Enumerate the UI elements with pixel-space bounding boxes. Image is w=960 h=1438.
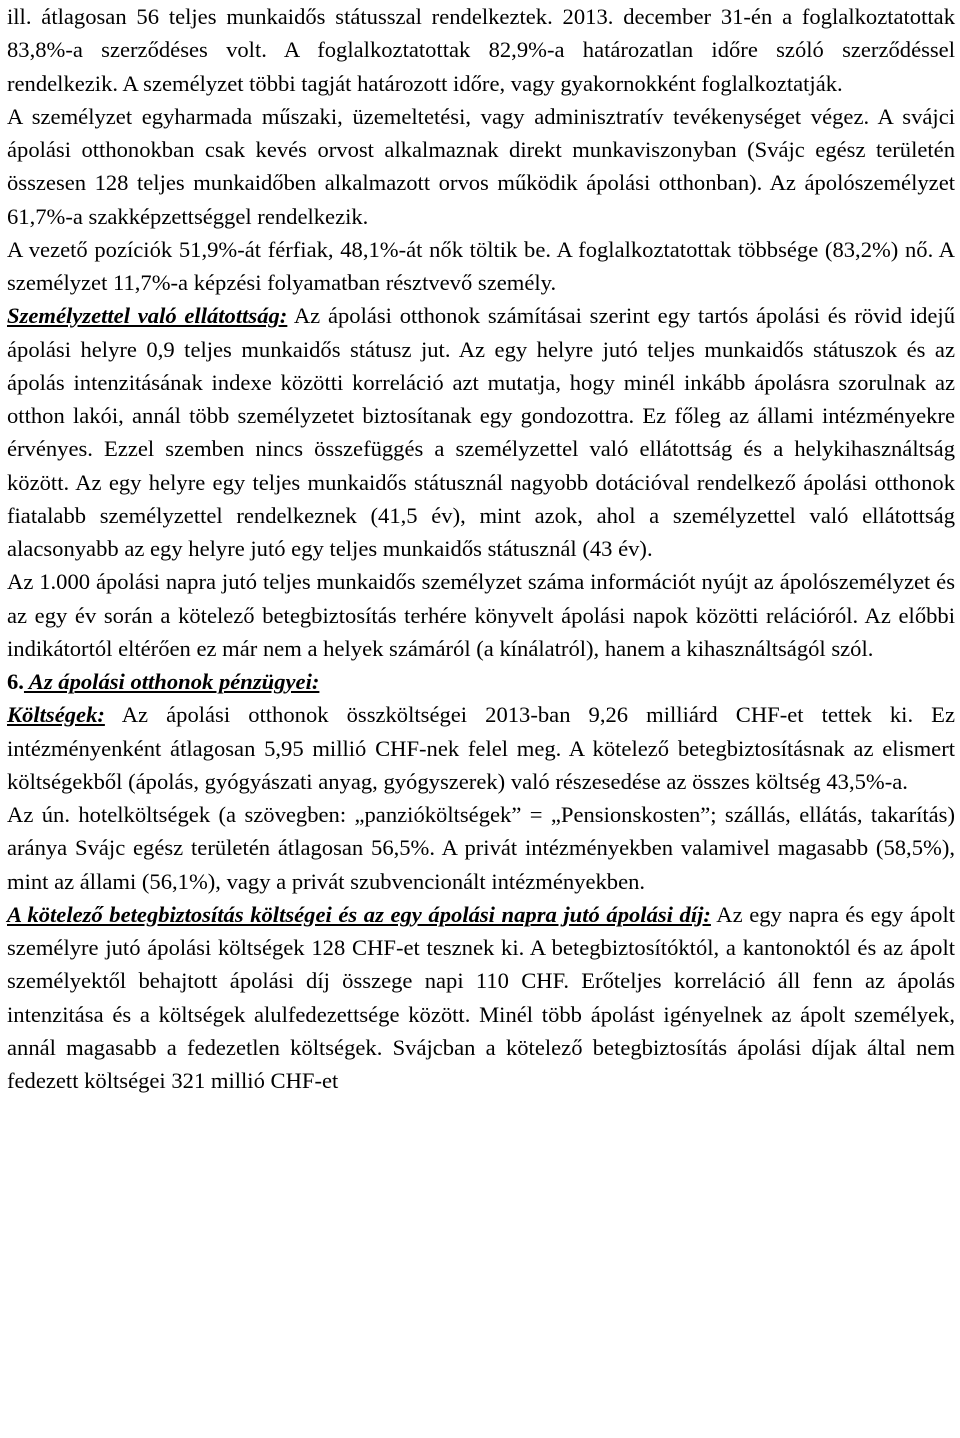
section-heading-costs: Költségek: [7, 702, 105, 728]
section-heading-finances: Az ápolási otthonok pénzügyei: [23, 669, 320, 694]
paragraph-text: Az ápolási otthonok számításai szerint egy tartós ápolási és rövid idejű ápolási helyre 0,9 teljes munkaidős státusz jut. Az egy helyre jutó teljes munkaidős státuszok és az ápolás intenzitásának indexe közötti korreláció azt mutatja, hogy minél inkább ápolásra szorulnak az otthon lakói, annál több személyzetet biztosítanak egy gondozottra. Ez főleg az állami intézményekre érvényes. Ezzel szemben nincs összefüggés a személyzettel való ellátottság és a helykihasználtság között. Az egy helyre egy teljes munkaidős státusznál nagyobb dotációval rendelkező ápolási otthonok fiatalabb személyzettel rendelkeznek (41,5 év), mint azok, ahol a személyzettel való ellátottság alacsonyabb az egy helyre jutó egy teljes munkaidős státusznál (43 év). [7, 303, 955, 561]
paragraph-staffing-level [7, 299, 955, 565]
paragraph-leadership-gender [7, 233, 955, 300]
paragraph-staff-contracts [7, 0, 955, 100]
paragraph-insurance-costs [7, 898, 955, 1098]
section-heading-staffing: Személyzettel való ellátottság: [7, 303, 288, 329]
paragraph-hotel-costs [7, 798, 955, 898]
paragraph-text: Az 1.000 ápolási napra jutó teljes munkaidős személyzet száma információt nyújt az ápolószemélyzet és az egy év során a kötelező betegbiztosítás terhére könyvelt ápolási napok közötti relációról. Az előbbi indikátortól eltérően ez már nem a helyek számáról (a kínálatról), hanem a kihasználtságól szól. [7, 569, 955, 661]
section-heading-insurance: A kötelező betegbiztosítás költségei és az egy ápolási napra jutó ápolási díj: [7, 901, 711, 927]
paragraph-text: Az ápolási otthonok összköltségei 2013-ban 9,26 milliárd CHF-et tettek ki. Ez intézményenként átlagosan 5,95 millió CHF-nek felel meg. A kötelező betegbiztosításnak az elismert költségekből (ápolás, gyógyászati anyag, gyógyszerek) való részesedése az összes költség 43,5%-a. [7, 702, 955, 794]
paragraph-text: Az egy napra és egy ápolt személyre jutó ápolási költségek 128 CHF-et tesznek ki. A betegbiztosítóktól, a kantonoktól és az ápolt személyektől behajtott ápolási díj összege napi 110 CHF. Erőteljes korreláció áll fenn az ápolás intenzitása és a költségek alulfedezettsége között. Minél több ápolást igényelnek az ápolt személyek, annál magasabb a fedezetlen költségek. Svájcban a kötelező betegbiztosítás ápolási díjak által nem fedezett költségei 321 millió CHF-et [7, 901, 956, 1093]
paragraph-text: Az ún. hotelköltségek (a szövegben: „panzióköltségek” = „Pensionskosten”; szállás, ellátás, takarítás) aránya Svájc egész területén átlagosan 56,5%. A privát intézményekben valamivel magasabb (58,5%), mint az állami (56,1%), vagy a privát szubvencionált intézményekben. [7, 802, 955, 894]
paragraph-text: A vezető pozíciók 51,9%-át férfiak, 48,1%-át nők töltik be. A foglalkoztatottak többsége (83,2%) nő. A személyzet 11,7%-a képzési folyamatban résztvevő személy. [7, 236, 955, 295]
paragraph-costs [7, 698, 955, 798]
paragraph-text: ill. átlagosan 56 teljes munkaidős státusszal rendelkeztek. 2013. december 31-én a foglalkoztatottak 83,8%-a szerződéses volt. A foglalkoztatottak 82,9%-a határozatlan időre szóló szerződéssel rendelkezik. A személyzet többi tagját határozott időre, vagy gyakornokként foglalkoztatják. [7, 4, 955, 96]
section-title-finances [7, 665, 955, 698]
paragraph-staff-per-care-days [7, 565, 955, 665]
paragraph-text: A személyzet egyharmada műszaki, üzemeltetési, vagy adminisztratív tevékenységet végez. A svájci ápolási otthonokban csak kevés orvost alkalmaznak direkt munkaviszonyban (Svájc egész területén összesen 128 teljes munkaidőben alkalmazott orvos működik ápolási otthonban). Az ápolószemélyzet 61,7%-a szakképzettséggel rendelkezik. [7, 103, 955, 229]
document-page [7, 0, 955, 1097]
paragraph-staff-roles [7, 100, 955, 233]
section-number: 6. [7, 669, 24, 694]
